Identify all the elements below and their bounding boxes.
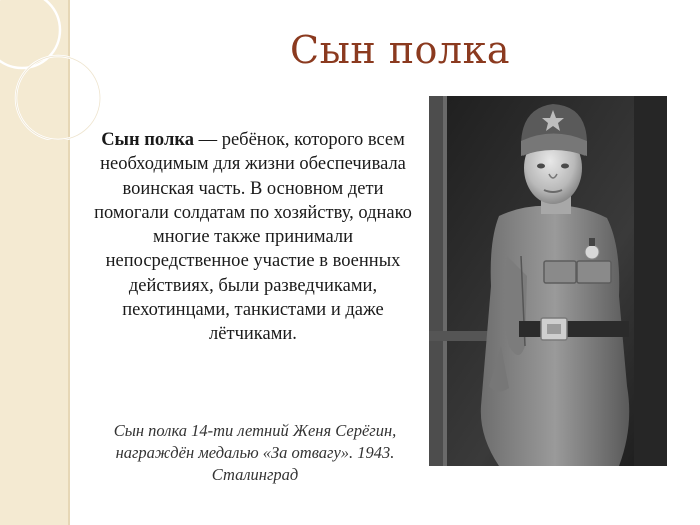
caption-line-3: Сталинград — [211, 465, 299, 484]
definition-text: — ребёнок, которого всем необходимым для жизни обеспечивала воинская часть. В основном дети помогали солдатам по хозяйству, однако многие также принимали непосредственное участие в военных действиях, были разведчиками, пехотинцами, танкистами и даже лётчиками. — [94, 130, 412, 345]
description-paragraph — [86, 128, 420, 347]
photo-caption — [70, 420, 440, 486]
caption-line-2: награждён медалью «За отвагу». 1943. — [115, 443, 395, 462]
slide-title: Сын полка — [290, 28, 510, 72]
caption-line-1: Сын полка 14-ти летний Женя Серёгин, — [113, 421, 397, 440]
circle-ornament-icon — [0, 0, 140, 140]
term-bold: Сын полка — [101, 130, 194, 150]
boy-soldier-photo — [429, 96, 667, 466]
